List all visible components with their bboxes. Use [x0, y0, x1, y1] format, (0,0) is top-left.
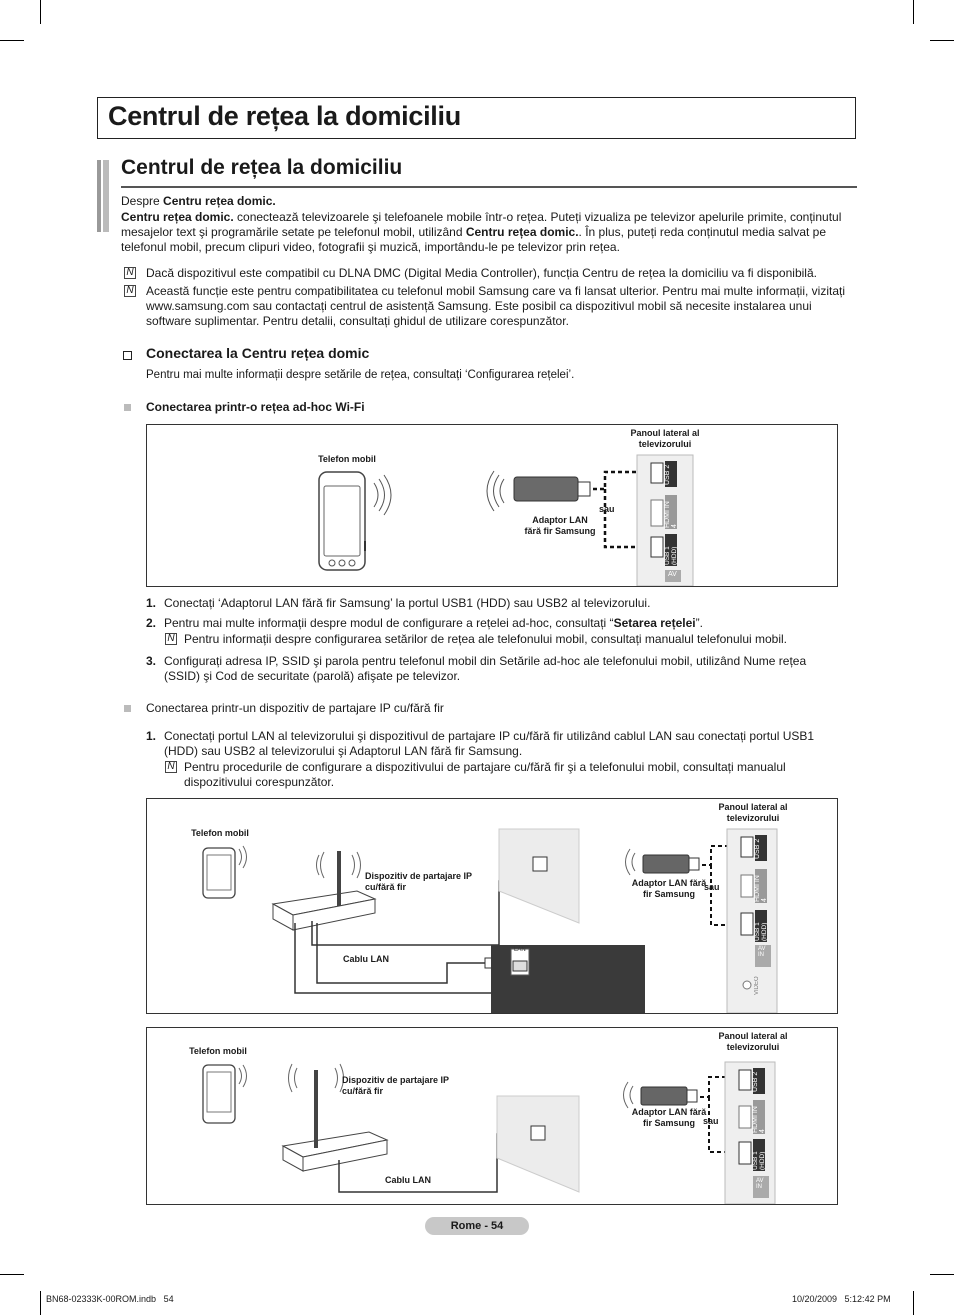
intro-line3: telefonul mobil, precum clipuri video, fotografii şi muzică, importându-le pe televizor prin rețea.	[121, 240, 620, 254]
section-bar	[97, 160, 101, 232]
chapter-title: Centrul de rețea la domiciliu	[108, 101, 461, 131]
adapter-label: Adaptor LAN fără fir Samsung	[631, 1107, 707, 1128]
subsection-text: Pentru mai multe informații despre setările de rețea, consultați ‘Configurarea rețelei’.	[146, 369, 575, 381]
av-in-label: AV IN	[756, 1178, 764, 1190]
phone-label: Telefon mobil	[189, 1046, 247, 1056]
intro-text: mesajelor text şi programările setate pe telefonul mobil, utilizând	[121, 225, 466, 239]
footer-date: 10/20/2009 5:12:42 PM	[792, 1294, 891, 1304]
page-number: Rome - 54	[425, 1217, 529, 1235]
square-bullet	[124, 404, 131, 411]
crop-mark	[930, 1274, 954, 1275]
hdmi-label: HDMI IN 4	[664, 501, 678, 528]
usb1-label: USB 1 (HDD)	[754, 922, 768, 941]
usb2-label: USB 2	[664, 464, 671, 485]
adhoc-diagram	[146, 424, 838, 587]
step-text: (SSID) şi Cod de securitate (parolă) afişate pe televizor.	[164, 669, 461, 683]
despre-bold: Centru rețea domic.	[163, 194, 276, 208]
phone-label: Telefon mobil	[191, 828, 249, 838]
step-num: 2.	[146, 616, 157, 630]
despre-prefix: Despre	[121, 194, 164, 208]
note-icon: N	[165, 633, 177, 645]
square-bullet	[124, 705, 131, 712]
section-rule	[121, 186, 857, 188]
crop-mark	[0, 40, 24, 41]
step-num: 3.	[146, 654, 157, 668]
lan-label: LAN	[514, 947, 526, 953]
subsection-title: Conectarea la Centru rețea domic	[146, 345, 370, 361]
crop-mark	[913, 1291, 914, 1315]
note-icon: N	[165, 761, 177, 773]
step-note: Pentru informații despre configurarea setărilor de rețea ale telefonului mobil, consultați manualul telefonului mobil.	[184, 632, 787, 646]
tv-panel-label: Panoul lateral al televizorului	[630, 428, 700, 449]
or-label: sau	[599, 504, 615, 514]
tv-panel-label: Panoul lateral al televizorului	[718, 1031, 788, 1052]
ip-diagram-wired	[146, 798, 838, 1014]
step-text: Conectați portul LAN al televizorului şi dispozitivul de partajare IP cu/fără fir utilizând cablul LAN sau conectați portul USB1	[164, 729, 815, 743]
cable-label: Cablu LAN	[385, 1175, 431, 1185]
step-text-part: ”.	[695, 616, 703, 630]
av-label: AV	[668, 571, 677, 578]
crop-mark	[40, 0, 41, 24]
step-text-part: Pentru mai multe informații despre modul de configurare a rețelei ad-hoc, consultați “	[164, 616, 614, 630]
usb1-label: USB 1 (HDD)	[664, 546, 678, 565]
adhoc-diagram-art	[147, 425, 837, 586]
intro-line2	[121, 225, 826, 240]
usb1-label: USB 1 (HDD)	[752, 1151, 766, 1170]
router-label: Dispozitiv de partajare IP cu/fără fir	[365, 871, 472, 892]
crop-mark	[930, 40, 954, 41]
note-text: Dacă dispozitivul este compatibil cu DLNA DMC (Digital Media Controller), funcția Centru de rețea la domiciliu va fi disponibilă.	[146, 266, 817, 280]
checkbox-bullet	[123, 351, 132, 360]
adapter-label: Adaptor LAN fără fir Samsung	[631, 878, 707, 899]
intro-text: conectează televizoarele şi telefoanele mobile într-o rețea. Puteți vizualiza pe televizor apelurile primite, conținutul	[233, 210, 842, 224]
footer-file: BN68-02333K-00ROM.indb 54	[46, 1294, 174, 1304]
step-note: Pentru procedurile de configurare a dispozitivului de partajare cu/fără fir şi a telefonului mobil, consultați manualul	[184, 760, 786, 774]
tv-panel-label: Panoul lateral al televizorului	[718, 802, 788, 823]
ip-heading: Conectarea printr-un dispozitiv de partajare IP cu/fără fir	[146, 701, 444, 715]
adapter-label: Adaptor LAN fără fir Samsung	[524, 515, 596, 536]
note-text: Această funcție este pentru compatibilitatea cu telefonul mobil Samsung care va fi lansat ulterior. Pentru mai multe informații, vizitați	[146, 284, 846, 298]
hdmi-label: HDMI IN 4	[752, 1106, 766, 1133]
phone-label: Telefon mobil	[318, 454, 376, 464]
step-text	[164, 616, 703, 631]
ip-diagram-wireless	[146, 1027, 838, 1205]
intro-text: . În plus, puteți reda conținutul media salvat pe	[578, 225, 827, 239]
intro-bold: Centru rețea domic.	[121, 210, 234, 224]
or-label: sau	[704, 882, 720, 892]
usb2-label: USB 2	[752, 1071, 759, 1092]
cable-label: Cablu LAN	[343, 954, 389, 964]
note-text: www.samsung.com sau contactați centrul de asistență Samsung. Este posibil ca dispozitivul mobil să necesite instalarea unui	[146, 299, 812, 313]
intro-line1	[121, 210, 861, 225]
intro-bold: Centru rețea domic.	[465, 225, 579, 239]
crop-mark	[913, 0, 914, 24]
or-label: sau	[703, 1116, 719, 1126]
section-bar	[103, 160, 109, 232]
crop-mark	[0, 1274, 24, 1275]
chapter-header	[97, 97, 856, 139]
note-icon: N	[124, 267, 136, 279]
step-text: Conectați ‘Adaptorul LAN fără fir Samsung’ la portul USB1 (HDD) sau USB2 al televizorului.	[164, 596, 651, 610]
note-text: software suplimentar. Pentru detalii, consultați ghidul de utilizare corespunzător.	[146, 314, 569, 328]
step-num: 1.	[146, 729, 157, 743]
crop-mark	[40, 1291, 41, 1315]
hdmi-label: HDMI IN 4	[754, 875, 768, 902]
section-title: Centrul de rețea la domiciliu	[121, 156, 403, 179]
step-text: Configurați adresa IP, SSID şi parola pentru telefonul mobil din Setările ad-hoc ale telefonului mobil, utilizând Nume rețea	[164, 654, 807, 668]
step-bold: Setarea rețelei	[613, 616, 696, 630]
step-num: 1.	[146, 596, 157, 610]
intro-despre	[121, 194, 276, 209]
adhoc-heading: Conectarea printr-o rețea ad-hoc Wi-Fi	[146, 400, 365, 414]
video-label: VIDEO	[754, 976, 760, 995]
step-text: (HDD) sau USB2 al televizorului şi Adaptorul LAN fără fir Samsung.	[164, 744, 523, 758]
note-icon: N	[124, 285, 136, 297]
usb2-label: USB 2	[754, 838, 761, 859]
router-label: Dispozitiv de partajare IP cu/fără fir	[342, 1075, 449, 1096]
av-in-label: AV IN	[758, 946, 766, 958]
step-note: dispozitivului corespunzător.	[184, 775, 335, 789]
